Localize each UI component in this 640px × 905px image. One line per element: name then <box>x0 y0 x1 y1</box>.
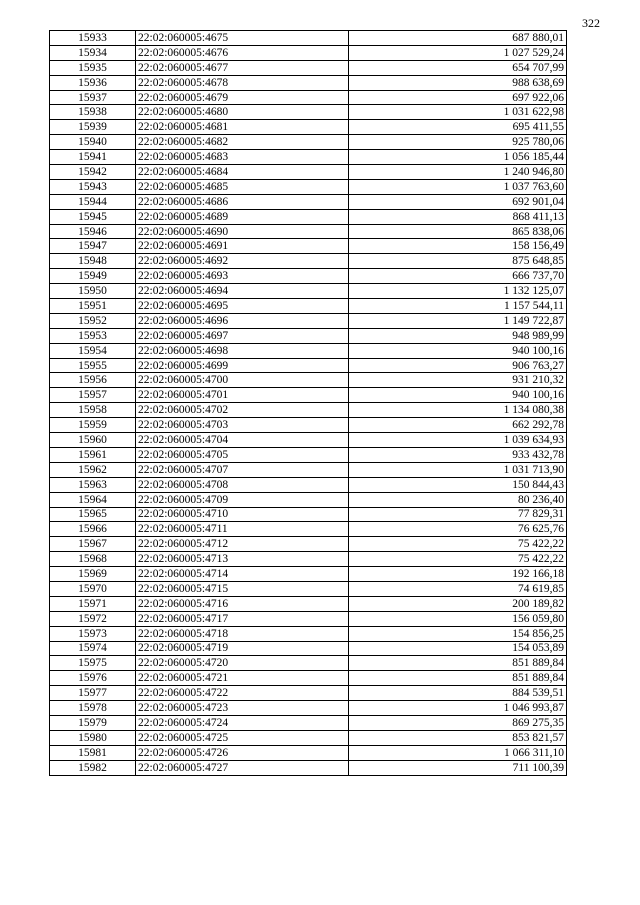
cadastral-number-cell: 22:02:060005:4720 <box>136 656 349 671</box>
table-row <box>50 373 567 388</box>
cadastral-number-cell: 22:02:060005:4718 <box>136 626 349 641</box>
value-cell: 1 031 622,98 <box>349 105 567 120</box>
value-cell: 853 821,57 <box>349 730 567 745</box>
table-row <box>50 135 567 150</box>
table-row <box>50 224 567 239</box>
value-cell: 868 411,13 <box>349 209 567 224</box>
cadastral-number-cell: 22:02:060005:4675 <box>136 31 349 46</box>
row-number-cell: 15953 <box>50 328 136 343</box>
row-number-cell: 15949 <box>50 269 136 284</box>
table-row <box>50 626 567 641</box>
value-cell: 1 066 311,10 <box>349 745 567 760</box>
value-cell: 711 100,39 <box>349 760 567 775</box>
row-number-cell: 15981 <box>50 745 136 760</box>
value-cell: 150 844,43 <box>349 477 567 492</box>
row-number-cell: 15957 <box>50 388 136 403</box>
cadastral-number-cell: 22:02:060005:4727 <box>136 760 349 775</box>
row-number-cell: 15944 <box>50 194 136 209</box>
row-number-cell: 15941 <box>50 150 136 165</box>
table-row <box>50 209 567 224</box>
table-row <box>50 552 567 567</box>
value-cell: 875 648,85 <box>349 254 567 269</box>
table-row <box>50 760 567 775</box>
row-number-cell: 15943 <box>50 179 136 194</box>
cadastral-number-cell: 22:02:060005:4722 <box>136 686 349 701</box>
table-row <box>50 522 567 537</box>
row-number-cell: 15935 <box>50 60 136 75</box>
table-row <box>50 671 567 686</box>
row-number-cell: 15947 <box>50 239 136 254</box>
cadastral-number-cell: 22:02:060005:4711 <box>136 522 349 537</box>
table-row <box>50 596 567 611</box>
cadastral-number-cell: 22:02:060005:4689 <box>136 209 349 224</box>
row-number-cell: 15940 <box>50 135 136 150</box>
row-number-cell: 15942 <box>50 165 136 180</box>
row-number-cell: 15971 <box>50 596 136 611</box>
cadastral-number-cell: 22:02:060005:4701 <box>136 388 349 403</box>
table-row <box>50 701 567 716</box>
table-row <box>50 313 567 328</box>
row-number-cell: 15974 <box>50 641 136 656</box>
cadastral-number-cell: 22:02:060005:4699 <box>136 358 349 373</box>
row-number-cell: 15934 <box>50 45 136 60</box>
value-cell: 1 134 080,38 <box>349 403 567 418</box>
table-row <box>50 447 567 462</box>
value-cell: 948 989,99 <box>349 328 567 343</box>
cadastral-number-cell: 22:02:060005:4715 <box>136 581 349 596</box>
cadastral-number-cell: 22:02:060005:4681 <box>136 120 349 135</box>
value-cell: 154 053,89 <box>349 641 567 656</box>
cadastral-number-cell: 22:02:060005:4717 <box>136 611 349 626</box>
table-row <box>50 611 567 626</box>
row-number-cell: 15938 <box>50 105 136 120</box>
cadastral-number-cell: 22:02:060005:4704 <box>136 433 349 448</box>
table-row <box>50 507 567 522</box>
table-row <box>50 254 567 269</box>
cadastral-number-cell: 22:02:060005:4712 <box>136 537 349 552</box>
cadastral-number-cell: 22:02:060005:4721 <box>136 671 349 686</box>
cadastral-number-cell: 22:02:060005:4677 <box>136 60 349 75</box>
value-cell: 988 638,69 <box>349 75 567 90</box>
table-row <box>50 581 567 596</box>
value-cell: 931 210,32 <box>349 373 567 388</box>
table-row <box>50 299 567 314</box>
value-cell: 1 056 185,44 <box>349 150 567 165</box>
row-number-cell: 15982 <box>50 760 136 775</box>
row-number-cell: 15939 <box>50 120 136 135</box>
row-number-cell: 15962 <box>50 462 136 477</box>
value-cell: 158 156,49 <box>349 239 567 254</box>
cadastral-number-cell: 22:02:060005:4686 <box>136 194 349 209</box>
cadastral-number-cell: 22:02:060005:4724 <box>136 715 349 730</box>
row-number-cell: 15967 <box>50 537 136 552</box>
table-row <box>50 537 567 552</box>
row-number-cell: 15952 <box>50 313 136 328</box>
value-cell: 851 889,84 <box>349 671 567 686</box>
cadastral-number-cell: 22:02:060005:4696 <box>136 313 349 328</box>
value-cell: 192 166,18 <box>349 567 567 582</box>
value-cell: 933 432,78 <box>349 447 567 462</box>
cadastral-number-cell: 22:02:060005:4679 <box>136 90 349 105</box>
value-cell: 865 838,06 <box>349 224 567 239</box>
cadastral-number-cell: 22:02:060005:4703 <box>136 418 349 433</box>
row-number-cell: 15937 <box>50 90 136 105</box>
table-row <box>50 90 567 105</box>
row-number-cell: 15977 <box>50 686 136 701</box>
table-row <box>50 433 567 448</box>
value-cell: 666 737,70 <box>349 269 567 284</box>
cadastral-number-cell: 22:02:060005:4698 <box>136 343 349 358</box>
table-row <box>50 418 567 433</box>
row-number-cell: 15980 <box>50 730 136 745</box>
cadastral-number-cell: 22:02:060005:4685 <box>136 179 349 194</box>
row-number-cell: 15954 <box>50 343 136 358</box>
value-cell: 940 100,16 <box>349 343 567 358</box>
value-cell: 851 889,84 <box>349 656 567 671</box>
row-number-cell: 15979 <box>50 715 136 730</box>
cadastral-number-cell: 22:02:060005:4678 <box>136 75 349 90</box>
row-number-cell: 15975 <box>50 656 136 671</box>
cadastral-number-cell: 22:02:060005:4697 <box>136 328 349 343</box>
cadastral-number-cell: 22:02:060005:4705 <box>136 447 349 462</box>
cadastral-number-cell: 22:02:060005:4683 <box>136 150 349 165</box>
row-number-cell: 15970 <box>50 581 136 596</box>
cadastral-number-cell: 22:02:060005:4714 <box>136 567 349 582</box>
row-number-cell: 15973 <box>50 626 136 641</box>
row-number-cell: 15936 <box>50 75 136 90</box>
table-row <box>50 269 567 284</box>
value-cell: 695 411,55 <box>349 120 567 135</box>
value-cell: 74 619,85 <box>349 581 567 596</box>
table-row <box>50 715 567 730</box>
cadastral-number-cell: 22:02:060005:4719 <box>136 641 349 656</box>
value-cell: 76 625,76 <box>349 522 567 537</box>
row-number-cell: 15959 <box>50 418 136 433</box>
value-cell: 687 880,01 <box>349 31 567 46</box>
value-cell: 156 059,80 <box>349 611 567 626</box>
cadastral-number-cell: 22:02:060005:4695 <box>136 299 349 314</box>
cadastral-number-cell: 22:02:060005:4682 <box>136 135 349 150</box>
value-cell: 884 539,51 <box>349 686 567 701</box>
value-cell: 906 763,27 <box>349 358 567 373</box>
cadastral-number-cell: 22:02:060005:4708 <box>136 477 349 492</box>
cadastral-number-cell: 22:02:060005:4684 <box>136 165 349 180</box>
value-cell: 1 027 529,24 <box>349 45 567 60</box>
cadastral-number-cell: 22:02:060005:4692 <box>136 254 349 269</box>
table-row <box>50 328 567 343</box>
cadastral-number-cell: 22:02:060005:4694 <box>136 284 349 299</box>
cadastral-number-cell: 22:02:060005:4676 <box>136 45 349 60</box>
cadastral-number-cell: 22:02:060005:4725 <box>136 730 349 745</box>
cadastral-number-cell: 22:02:060005:4710 <box>136 507 349 522</box>
value-cell: 75 422,22 <box>349 552 567 567</box>
row-number-cell: 15966 <box>50 522 136 537</box>
table-row <box>50 239 567 254</box>
table-row <box>50 45 567 60</box>
cadastral-number-cell: 22:02:060005:4680 <box>136 105 349 120</box>
row-number-cell: 15948 <box>50 254 136 269</box>
table-row <box>50 165 567 180</box>
value-cell: 1 240 946,80 <box>349 165 567 180</box>
row-number-cell: 15976 <box>50 671 136 686</box>
cadastral-number-cell: 22:02:060005:4690 <box>136 224 349 239</box>
value-cell: 154 856,25 <box>349 626 567 641</box>
value-cell: 662 292,78 <box>349 418 567 433</box>
cadastral-number-cell: 22:02:060005:4691 <box>136 239 349 254</box>
row-number-cell: 15972 <box>50 611 136 626</box>
row-number-cell: 15955 <box>50 358 136 373</box>
table-row <box>50 343 567 358</box>
cadastral-number-cell: 22:02:060005:4693 <box>136 269 349 284</box>
cadastral-number-cell: 22:02:060005:4709 <box>136 492 349 507</box>
table-row <box>50 179 567 194</box>
row-number-cell: 15961 <box>50 447 136 462</box>
value-cell: 200 189,82 <box>349 596 567 611</box>
row-number-cell: 15956 <box>50 373 136 388</box>
table-row <box>50 284 567 299</box>
table-row <box>50 462 567 477</box>
table-row <box>50 656 567 671</box>
cadastral-number-cell: 22:02:060005:4702 <box>136 403 349 418</box>
value-cell: 697 922,06 <box>349 90 567 105</box>
table-row <box>50 60 567 75</box>
table-row <box>50 31 567 46</box>
row-number-cell: 15946 <box>50 224 136 239</box>
row-number-cell: 15965 <box>50 507 136 522</box>
row-number-cell: 15950 <box>50 284 136 299</box>
table-row <box>50 150 567 165</box>
row-number-cell: 15933 <box>50 31 136 46</box>
value-cell: 1 132 125,07 <box>349 284 567 299</box>
cadastral-number-cell: 22:02:060005:4707 <box>136 462 349 477</box>
table-row <box>50 492 567 507</box>
cadastral-number-cell: 22:02:060005:4726 <box>136 745 349 760</box>
row-number-cell: 15968 <box>50 552 136 567</box>
table-row <box>50 641 567 656</box>
table-row <box>50 403 567 418</box>
cadastral-number-cell: 22:02:060005:4713 <box>136 552 349 567</box>
table-row <box>50 686 567 701</box>
row-number-cell: 15978 <box>50 701 136 716</box>
value-cell: 75 422,22 <box>349 537 567 552</box>
row-number-cell: 15951 <box>50 299 136 314</box>
row-number-cell: 15945 <box>50 209 136 224</box>
value-cell: 77 829,31 <box>349 507 567 522</box>
table-body <box>50 31 567 776</box>
table-row <box>50 120 567 135</box>
row-number-cell: 15963 <box>50 477 136 492</box>
cadastral-number-cell: 22:02:060005:4716 <box>136 596 349 611</box>
table-row <box>50 388 567 403</box>
table-row <box>50 358 567 373</box>
value-cell: 1 037 763,60 <box>349 179 567 194</box>
value-cell: 925 780,06 <box>349 135 567 150</box>
row-number-cell: 15960 <box>50 433 136 448</box>
cadastral-number-cell: 22:02:060005:4723 <box>136 701 349 716</box>
value-cell: 654 707,99 <box>349 60 567 75</box>
cadastral-value-table <box>49 30 567 776</box>
table-row <box>50 194 567 209</box>
table-row <box>50 567 567 582</box>
table-row <box>50 745 567 760</box>
value-cell: 1 157 544,11 <box>349 299 567 314</box>
row-number-cell: 15964 <box>50 492 136 507</box>
table-row <box>50 75 567 90</box>
value-cell: 869 275,35 <box>349 715 567 730</box>
cadastral-number-cell: 22:02:060005:4700 <box>136 373 349 388</box>
page-number: 322 <box>582 16 600 30</box>
value-cell: 1 046 993,87 <box>349 701 567 716</box>
row-number-cell: 15969 <box>50 567 136 582</box>
table-row <box>50 477 567 492</box>
value-cell: 940 100,16 <box>349 388 567 403</box>
table-row <box>50 730 567 745</box>
value-cell: 80 236,40 <box>349 492 567 507</box>
value-cell: 692 901,04 <box>349 194 567 209</box>
value-cell: 1 039 634,93 <box>349 433 567 448</box>
row-number-cell: 15958 <box>50 403 136 418</box>
value-cell: 1 031 713,90 <box>349 462 567 477</box>
value-cell: 1 149 722,87 <box>349 313 567 328</box>
table-row <box>50 105 567 120</box>
